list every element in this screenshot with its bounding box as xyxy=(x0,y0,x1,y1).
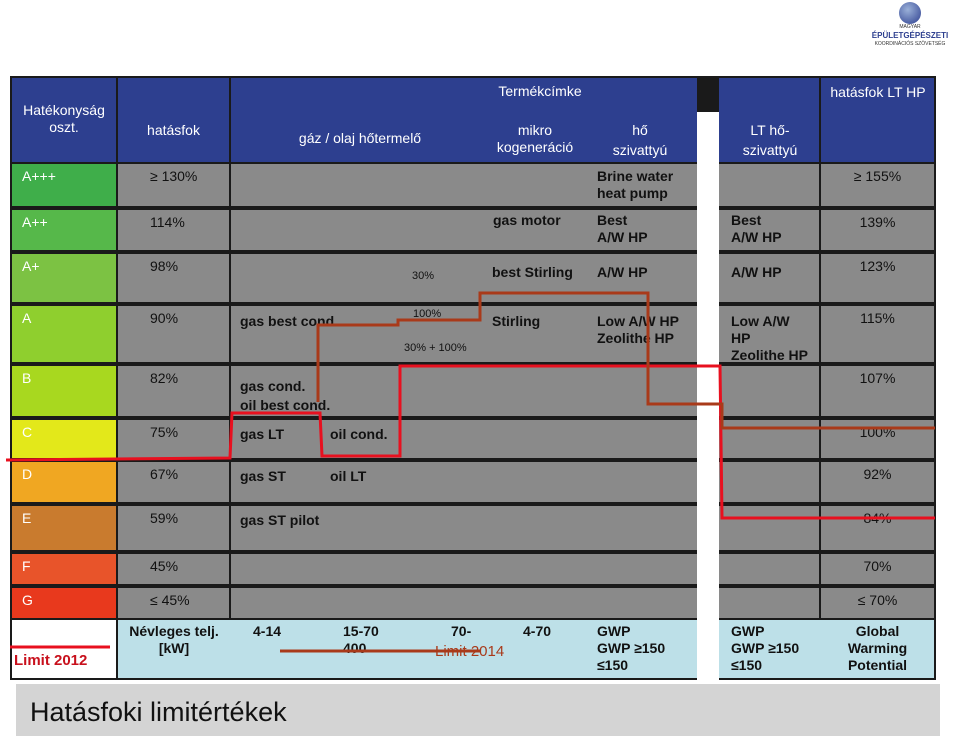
header-gas-oil-label: gáz / olaj hőtermelő xyxy=(298,130,422,146)
row-lt-eff-value: 115% xyxy=(860,310,895,326)
low-aw-hp-2: Zeolithe HP xyxy=(597,330,675,346)
row-lt-eff-value: 84% xyxy=(863,510,892,526)
gas-cond: gas cond. xyxy=(240,378,306,394)
range-15-70: 15-70 xyxy=(343,623,379,639)
aw-hp-lt: A/W HP xyxy=(731,264,782,280)
row-class-label: C xyxy=(22,424,33,440)
row-eff-value: 67% xyxy=(150,466,179,482)
row-eff-value: 75% xyxy=(150,424,179,440)
limit-2012-line xyxy=(6,366,935,518)
header-lt-hp-label-2: szivattyú xyxy=(742,142,798,158)
row-class-label: A+++ xyxy=(22,168,56,184)
page-title: Hatásfoki limitértékek xyxy=(30,697,287,727)
header-heat-pump-label-1: hő xyxy=(632,122,648,138)
pct-30-100: 30% + 100% xyxy=(404,342,467,354)
row-lt-eff-value: 123% xyxy=(859,258,896,274)
gas-st-pilot: gas ST pilot xyxy=(240,512,320,528)
aw-hp: A/W HP xyxy=(597,264,648,280)
nominal-label-1: Névleges telj. xyxy=(129,623,219,639)
row-eff-value: 45% xyxy=(150,558,179,574)
header-heat-pump-label-2: szivattyú xyxy=(612,142,668,158)
gas-st: gas ST xyxy=(240,468,286,484)
low-aw-lt-2: HP xyxy=(731,330,751,346)
brine-water-hp: Brine water heat pump xyxy=(597,168,674,201)
gwp-3: ≤150 xyxy=(597,657,629,673)
row-lt-eff-value: ≥ 155% xyxy=(853,168,902,184)
row-eff-value: ≥ 130% xyxy=(150,168,198,184)
logo-line3: KOORDINÁCIÓS SZÖVETSÉG xyxy=(874,41,946,47)
header-class-label: Hatékonyság oszt. xyxy=(23,102,105,135)
header-micro-chp-label: mikro kogeneráció xyxy=(496,122,574,155)
stirling: Stirling xyxy=(492,313,541,329)
header-efficiency-label: hatásfok xyxy=(147,122,200,138)
oil-best-cond: oil best cond. xyxy=(240,397,331,413)
limit-2014-line xyxy=(318,293,935,428)
row-class-label: D xyxy=(22,466,33,482)
range-70: 70- xyxy=(451,623,472,639)
low-aw-lt-1: Low A/W xyxy=(731,313,790,329)
row-class-label: A++ xyxy=(22,214,48,230)
row-eff-value: ≤ 45% xyxy=(150,592,190,608)
oil-cond: oil cond. xyxy=(330,426,388,442)
row-lt-eff-value: 70% xyxy=(863,558,892,574)
global-2: Warming xyxy=(847,640,908,656)
row-class-label: A xyxy=(22,310,32,326)
row-eff-value: 90% xyxy=(150,310,179,326)
best-aw-hp-2: A/W HP xyxy=(597,229,648,245)
row-class-label: G xyxy=(22,592,33,608)
gwp-lt-2: GWP ≥150 xyxy=(731,640,800,656)
oil-lt: oil LT xyxy=(330,468,367,484)
row-eff-value: 59% xyxy=(150,510,179,526)
gwp-lt-3: ≤150 xyxy=(731,657,763,673)
row-eff-value: 98% xyxy=(150,258,179,274)
row-eff-value: 82% xyxy=(150,370,179,386)
pct-100: 100% xyxy=(413,308,442,320)
row-class-label: F xyxy=(22,558,31,574)
row-lt-eff-value: 139% xyxy=(859,214,896,230)
best-aw-lt-1: Best xyxy=(731,212,762,228)
gas-motor: gas motor xyxy=(493,212,561,228)
range-4-14: 4-14 xyxy=(253,623,282,639)
limit-2012-label: Limit 2012 xyxy=(14,652,88,669)
global-1: Global xyxy=(855,623,900,639)
row-lt-eff-value: ≤ 70% xyxy=(857,592,898,608)
row-eff-value: 114% xyxy=(150,214,185,230)
pct-30: 30% xyxy=(412,270,435,282)
header-lt-hp-label-1: LT hő- xyxy=(750,122,790,138)
row-lt-eff-value: 92% xyxy=(863,466,892,482)
row-lt-eff-value: 107% xyxy=(859,370,896,386)
header-product-label: Termékcímke xyxy=(498,83,582,99)
logo-line1: MAGYAR xyxy=(899,24,921,30)
range-400: 400 xyxy=(343,640,367,656)
row-class-label: A+ xyxy=(22,258,40,274)
gwp-lt-1: GWP xyxy=(731,623,765,639)
best-aw-lt-2: A/W HP xyxy=(731,229,782,245)
best-aw-hp-1: Best xyxy=(597,212,628,228)
header-lt-eff-label: hatásfok LT HP xyxy=(830,84,926,100)
gwp-1: GWP xyxy=(597,623,631,639)
range-4-70: 4-70 xyxy=(523,623,552,639)
global-3: Potential xyxy=(847,657,908,673)
row-lt-eff-value: 100% xyxy=(859,424,896,440)
nominal-label-2: [kW] xyxy=(158,640,190,656)
gas-best-cond: gas best cond. xyxy=(240,313,339,329)
limit-2014-label: Limit 2014 xyxy=(435,643,505,660)
gas-lt: gas LT xyxy=(240,426,285,442)
row-class-label: E xyxy=(22,510,32,526)
gwp-2: GWP ≥150 xyxy=(597,640,666,656)
logo-line2: ÉPÜLETGÉPÉSZETI xyxy=(871,31,949,40)
low-aw-lt-3: Zeolithe HP xyxy=(731,347,809,363)
low-aw-hp-1: Low A/W HP xyxy=(597,313,679,329)
row-class-label: B xyxy=(22,370,32,386)
best-stirling: best Stirling xyxy=(492,264,573,280)
